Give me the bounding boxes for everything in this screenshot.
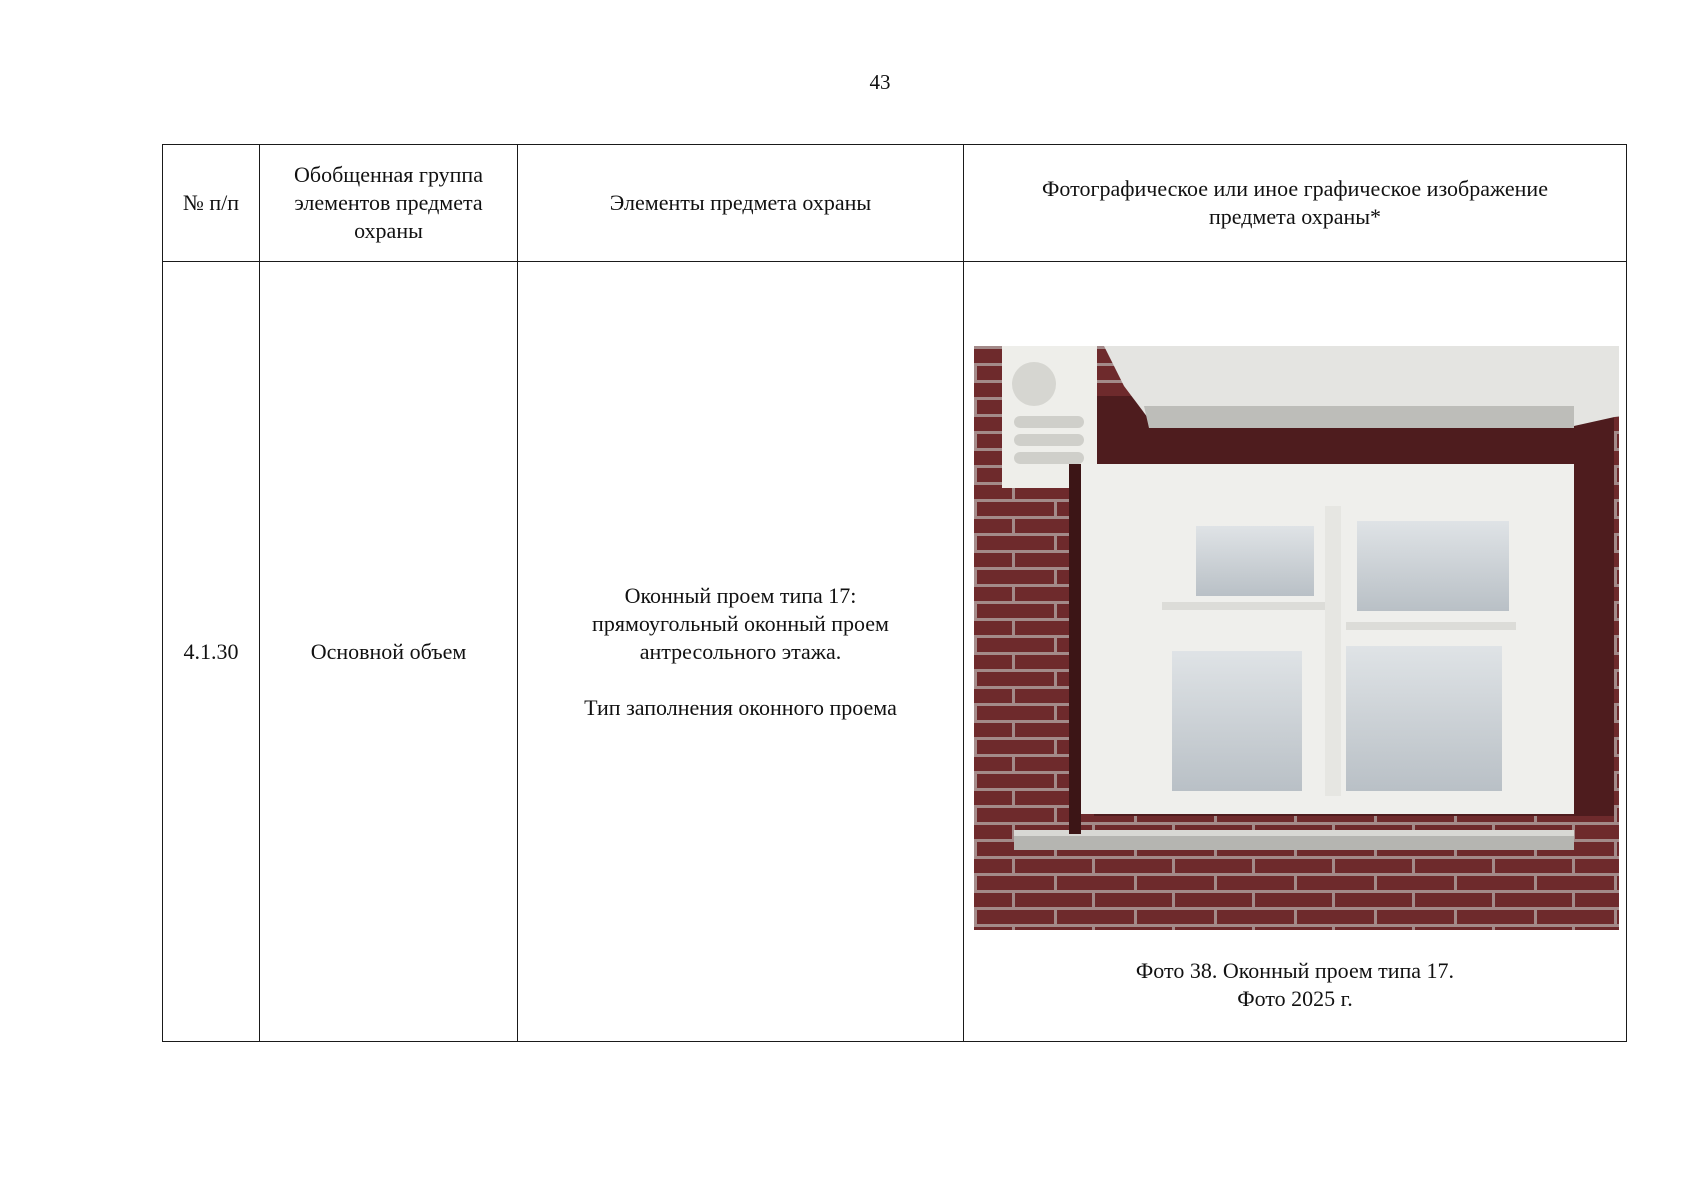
window-photo bbox=[974, 346, 1619, 930]
table-header-row bbox=[163, 145, 1627, 262]
caption-line-1: Фото 38. Оконный проем типа 17. bbox=[1135, 958, 1455, 983]
header-number: № п/п bbox=[163, 145, 260, 262]
header-elements: Элементы предмета охраны bbox=[518, 145, 964, 262]
caption-line-2: Фото 2025 г. bbox=[1237, 986, 1353, 1011]
photo-caption bbox=[964, 957, 1626, 1013]
protected-elements-table bbox=[162, 144, 1627, 1042]
elements-line-1: Оконный проем типа 17: bbox=[624, 582, 857, 608]
header-image: Фотографическое или иное графическое изображение предмета охраны* bbox=[964, 145, 1627, 262]
row-group: Основной объем bbox=[260, 262, 518, 1042]
row-elements bbox=[518, 262, 964, 1042]
page-number: 43 bbox=[869, 70, 891, 94]
table-row bbox=[163, 262, 1627, 1042]
header-group: Обобщенная группа элементов предмета охраны bbox=[260, 145, 518, 262]
row-number: 4.1.30 bbox=[163, 262, 260, 1042]
row-image-cell bbox=[964, 262, 1627, 1042]
elements-line-2: прямоугольный оконный проем bbox=[592, 610, 889, 636]
elements-line-4: Тип заполнения оконного проема bbox=[584, 694, 897, 720]
elements-line-3: антресольного этажа. bbox=[639, 638, 842, 664]
